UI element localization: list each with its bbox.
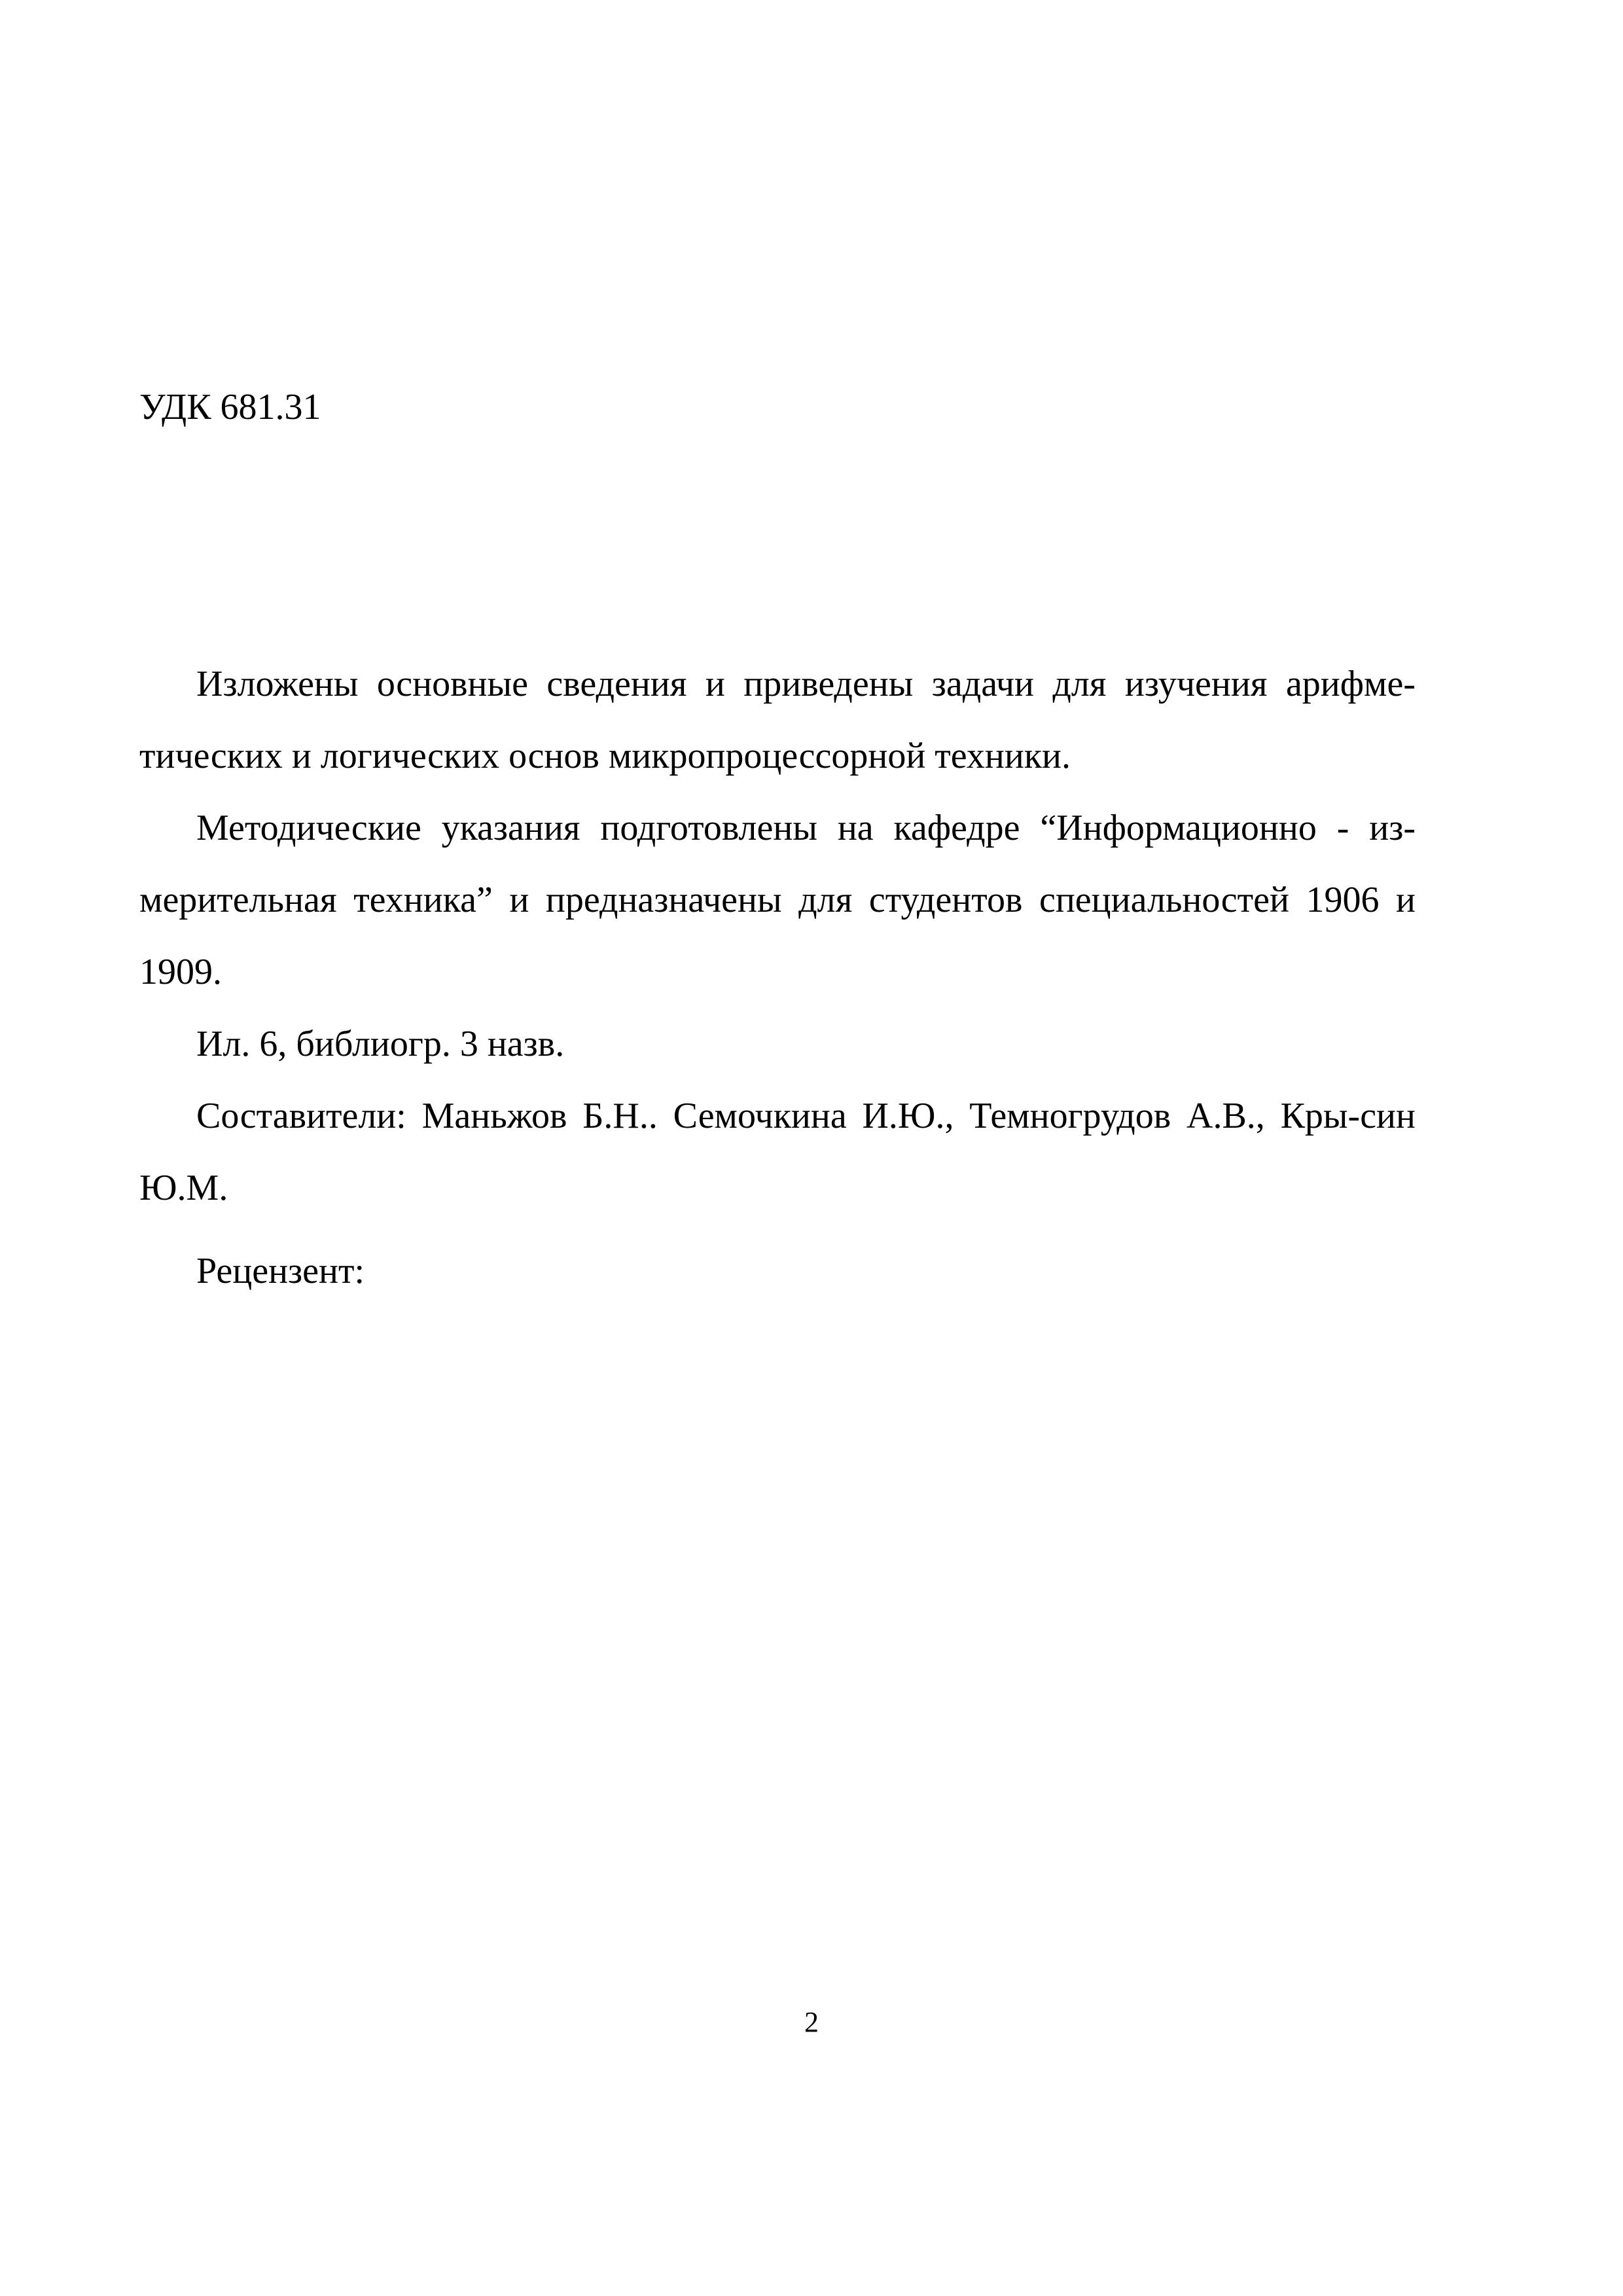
- abstract-block: [139, 648, 1416, 1224]
- abstract-paragraph: Изложены основные сведения и приведены задачи для изучения арифме-тических и логических основ микропроцессорной техники.: [139, 664, 1416, 776]
- department-paragraph: Методические указания подготовлены на кафедре “Информационно - из-мерительная техника” и предназначены для студентов специальностей 1906 и 1909.: [139, 808, 1416, 992]
- illustrations-paragraph: Ил. 6, библиогр. 3 назв.: [196, 1024, 565, 1064]
- udk-code: УДК 681.31: [139, 387, 321, 427]
- page-number: 2: [804, 2006, 819, 2038]
- authors-paragraph: Составители: Маньжов Б.Н.. Семочкина И.Ю., Темногрудов А.В., Кры-син Ю.М.: [139, 1096, 1416, 1208]
- reviewer-label: Рецензент:: [196, 1251, 365, 1291]
